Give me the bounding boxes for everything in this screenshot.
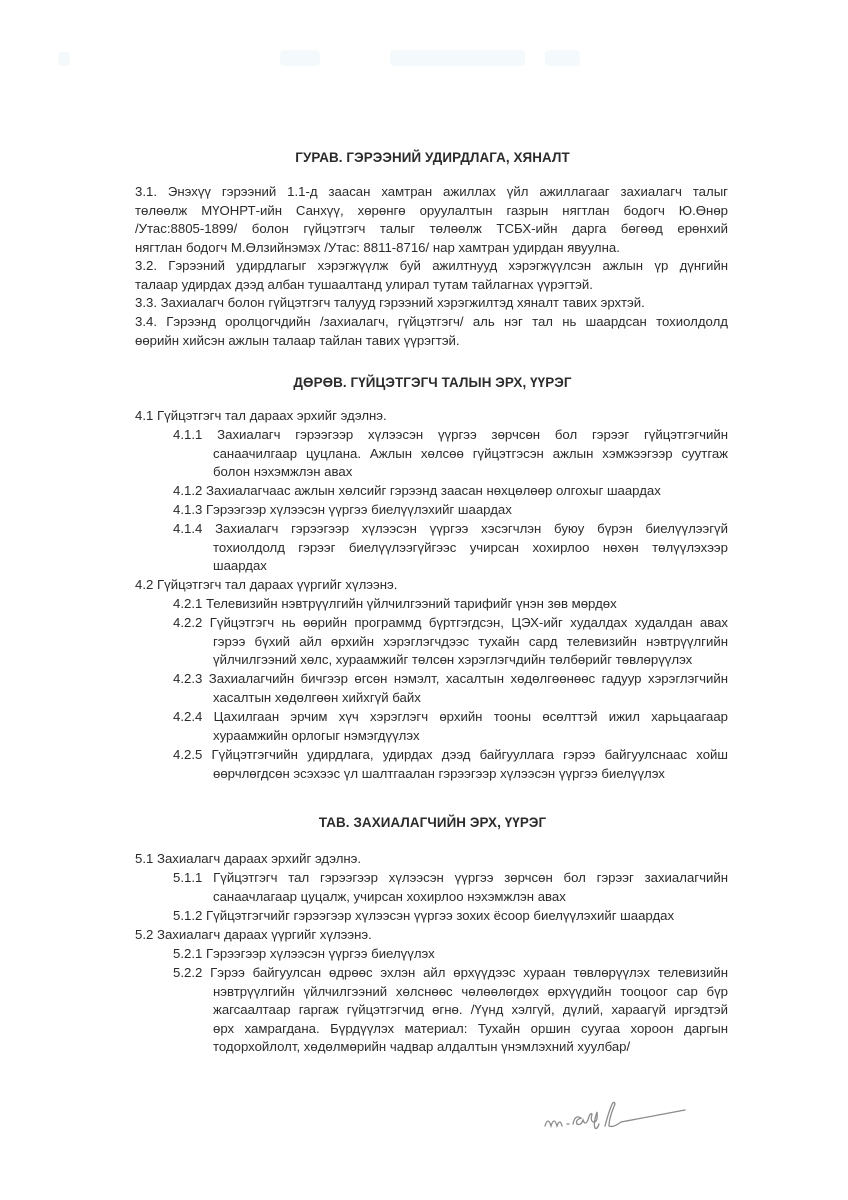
clause-5-2: [135, 926, 728, 945]
clause-line: өрх хамрагдана. Бүрдүүлэх материал: Тухайн оршин суугаа хороон даргын: [213, 1020, 728, 1036]
section-3-title: ГУРАВ. ГЭРЭЭНИЙ УДИРДЛАГА, ХЯНАЛТ: [295, 150, 570, 165]
clause-line: хасалтын хөдөлгөөн хийхгүй байх: [213, 689, 421, 705]
clause-line: 4.2.2 Гүйцэтгэгч нь өөрийн программд бүртгэгдсэн, ЦЭХ-ийг худалдах худалдан авах: [173, 615, 728, 630]
clause-4-2-4: [173, 708, 728, 745]
clause-line: 4.1.4 Захиалагч гэрээгээр хүлээсэн үүргээ хэсэгчлэн буюу бүрэн биелүүлээгүй: [173, 521, 728, 536]
clause-line: өөрийн хийсэн ажлын талаар тайлан тавих үүрэгтэй.: [135, 332, 460, 348]
clause-4-1-1: [173, 426, 728, 482]
clause-line: төлөөлж МҮОНРТ-ийн Санхүү, хөрөнгө оруулалтын газрын нягтлан бодогч Ю.Өнөр: [135, 202, 728, 218]
clause-line: /Утас:8805-1899/ болон гүйцэтгэгч талыг төлөөлж ТСБХ-ийн дарга бөгөөд ерөнхий: [135, 221, 728, 237]
clause-5-1: [135, 850, 728, 869]
faint-bleed-header: [0, 48, 848, 78]
clause-line: 3.2. Гэрээний удирдлагыг хэрэгжүүлж буй ажилтнууд хэрэгжүүлсэн ажлын үр дүнгийн: [135, 258, 728, 273]
clause-line: 4.1.1 Захиалагч гэрээгээр хүлээсэн үүргээ зөрчсөн бол гэрээг гүйцэтгэгчийн: [173, 427, 728, 442]
clause-line: тохиолдолд гэрээг биелүүлээгүйгээс учирсан хохирлоо нөхөн төлүүлэхээр: [213, 539, 728, 555]
clause-line: 3.4. Гэрээнд оролцогчдийн /захиалагч, гүйцэтгэгч/ аль нэг тал нь шаардсан тохиолдолд: [135, 314, 728, 329]
clause-4-1: [135, 407, 728, 426]
clause-4-1-3: [173, 501, 728, 520]
clause-line: 5.2 Захиалагч дараах үүргийг хүлээнэ.: [135, 927, 372, 942]
clause-line: шаардах: [213, 558, 267, 574]
clause-line: тодорхойлолт, хөдөлмөрийн чадвар алдалтын үнэмлэхний хуулбар/: [213, 1039, 631, 1055]
clause-line: 5.2.1 Гэрээгээр хүлээсэн үүргээ биелүүлэх: [173, 946, 435, 961]
clause-line: 4.1.2 Захиалагчаас ажлын хөлсийг гэрээнд заасан нөхцөлөөр олгохыг шаардах: [173, 483, 661, 498]
clause-line: 4.1.3 Гэрээгээр хүлээсэн үүргээ биелүүлэхийг шаардах: [173, 502, 512, 517]
clause-line: 4.2.1 Телевизийн нэвтрүүлгийн үйлчилгээний тарифийг үнэн зөв мөрдөх: [173, 596, 617, 611]
clause-4-2-3: [173, 670, 728, 707]
clause-4-2-2: [173, 614, 728, 670]
clause-line: 3.1. Энэхүү гэрээний 1.1-д заасан хамтран ажиллах үйл ажиллагааг захиалагч талыг: [135, 184, 728, 199]
clause-5-2-2: [173, 964, 728, 1057]
clause-line: 5.1.1 Гүйцэтгэгч тал гэрээгээр хүлээсэн үүргээ зөрчсөн бол гэрээг захиалагчийн: [173, 870, 728, 885]
clause-line: 5.1 Захиалагч дараах эрхийг эдэлнэ.: [135, 851, 362, 866]
clause-line: жагсаалтаар гаргаж гүйцэтгэгчид өгнө. /Үүнд хэлгүй, дүлий, хараагүй иргэдтэй: [213, 1002, 728, 1018]
clause-line: болон нэхэмжлэн авах: [213, 464, 353, 480]
clause-line: 4.2.4 Цахилгаан эрчим хүч хэрэглэгч өрхийн тооны өсөлттэй ижил харьцаагаар: [173, 709, 728, 724]
clause-3-3: [135, 294, 728, 313]
clause-5-2-1: [173, 945, 728, 964]
section-4-title: ДӨРӨВ. ГҮЙЦЭТГЭГЧ ТАЛЫН ЭРХ, ҮҮРЭГ: [293, 375, 572, 390]
clause-line: 5.2.2 Гэрээ байгуулсан өдрөөс эхлэн айл өрхүүдээс хураан төвлөрүүлэх телевизийн: [173, 965, 728, 980]
clause-line: нягтлан бодогч М.Өлзийнэмэх /Утас: 8811-8716/ нар хамтран удирдан явуулна.: [135, 239, 620, 255]
clause-line: нэвтрүүлгийн үйлчилгээний хөлснөөс чөлөөлөгдөх өрхүүдийн тооцоог сар бүр: [213, 983, 728, 999]
clause-line: 3.3. Захиалагч болон гүйцэтгэгч талууд гэрээний хэрэгжилтэд хяналт тавих эрхтэй.: [135, 295, 645, 310]
clause-line: талаар удирдах дээд албан тушаалтанд улирал тутам тайлагнах үүрэгтэй.: [135, 276, 593, 292]
clause-5-1-1: [173, 869, 728, 906]
clause-4-2-1: [173, 595, 728, 614]
signature: [535, 1090, 735, 1140]
clause-5-1-2: [173, 907, 728, 926]
clause-line: хураамжийн орлогыг нэмэгдүүлэх: [213, 727, 420, 743]
clause-line: 4.2.3 Захиалагчийн бичгээр өгсөн нэмэлт, хасалтын хөдөлгөөнөөс гадуур хэрэглэгчийн: [173, 671, 728, 686]
clause-4-1-2: [173, 482, 728, 501]
clause-3-4: [135, 313, 728, 350]
clause-line: гэрээ бүхий айл өрхийн хэрэглэгчдээс тухайн сард телевизийн нэвтрүүлгийн: [213, 633, 728, 649]
clause-line: санаачлагаар цуцалж, учирсан хохирлоо нэхэмжлэн авах: [213, 888, 566, 904]
clause-3-2: [135, 257, 728, 294]
clause-4-2: [135, 576, 728, 595]
signature-stroke: [545, 1102, 685, 1128]
clause-line: 4.1 Гүйцэтгэгч тал дараах эрхийг эдэлнэ.: [135, 408, 387, 423]
clause-line: үйлчилгээний хөлс, хураамжийг төлсөн хэрэглэгчдийн төлбөрийг төвлөрүүлэх: [213, 652, 693, 668]
clause-4-1-4: [173, 520, 728, 576]
clause-line: 5.1.2 Гүйцэтгэгчийг гэрээгээр хүлээсэн үүргээ зохих ёсоор биелүүлэхийг шаардах: [173, 908, 675, 923]
clause-4-2-5: [173, 746, 728, 783]
clause-line: санаачилгаар цуцлана. Ажлын хөлсөө гүйцэтгэсэн ажлын хэмжээгээр суутгаж: [213, 445, 728, 461]
clause-line: өөрчлөгдсөн эсэхээс үл шалтгаалан гэрээгээр хүлээсэн үүргээ биелүүлэх: [213, 765, 665, 781]
clause-line: 4.2 Гүйцэтгэгч тал дараах үүргийг хүлээнэ.: [135, 577, 398, 592]
section-5-title: ТАВ. ЗАХИАЛАГЧИЙН ЭРХ, ҮҮРЭГ: [318, 815, 547, 830]
clause-line: 4.2.5 Гүйцэтгэгчийн удирдлага, удирдах дээд байгууллага гэрээ байгуулснаас хойш: [173, 747, 728, 762]
clause-3-1: [135, 183, 728, 257]
